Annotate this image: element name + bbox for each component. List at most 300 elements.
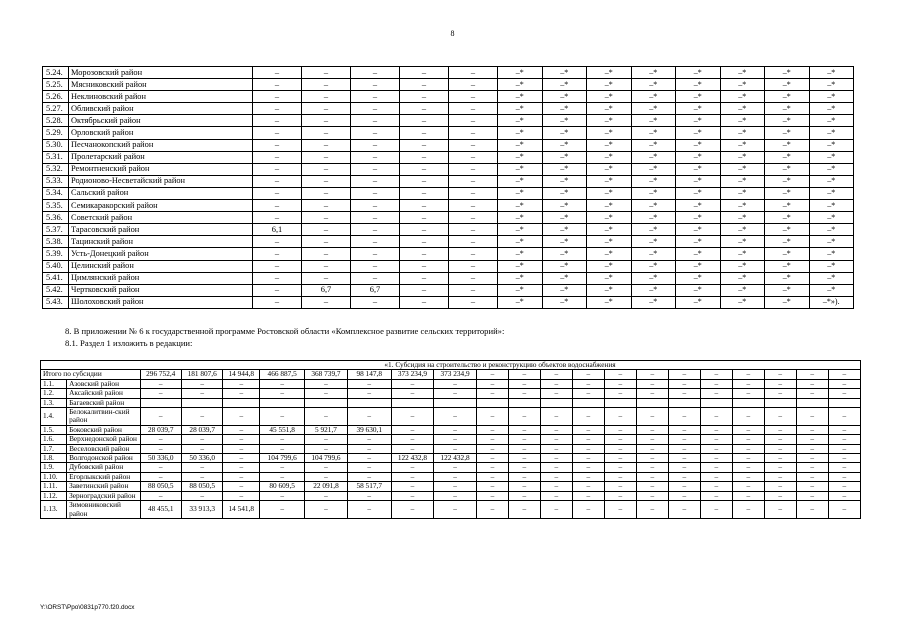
row-number: 1.3. — [41, 398, 67, 407]
value-cell: –* — [720, 200, 765, 212]
value-cell: – — [636, 501, 668, 519]
value-cell: –* — [676, 260, 721, 272]
value-cell: –* — [542, 187, 587, 199]
total-value: – — [764, 370, 796, 379]
value-cell: – — [347, 501, 391, 519]
value-cell: – — [476, 463, 508, 472]
value-cell: –* — [676, 200, 721, 212]
value-cell — [636, 398, 668, 407]
value-cell: – — [400, 67, 449, 79]
value-cell: – — [700, 454, 732, 463]
value-cell: –* — [631, 248, 676, 260]
value-cell: –* — [809, 260, 854, 272]
value-cell: –* — [542, 200, 587, 212]
value-cell: – — [572, 389, 604, 398]
total-value: 466 887,5 — [260, 370, 305, 379]
value-cell: – — [604, 463, 636, 472]
value-cell: –* — [498, 163, 543, 175]
value-cell: – — [302, 103, 351, 115]
value-cell: – — [181, 408, 222, 426]
value-cell: –* — [765, 163, 810, 175]
value-cell: – — [260, 379, 305, 388]
value-cell: – — [302, 91, 351, 103]
district-row — [43, 284, 854, 296]
value-cell: – — [140, 379, 181, 388]
value-cell: – — [449, 187, 498, 199]
value-cell: – — [253, 212, 302, 224]
value-cell: – — [604, 425, 636, 434]
value-cell: 88 050,5 — [140, 482, 181, 491]
district-name: Дубовский район — [67, 463, 140, 472]
value-cell: – — [764, 379, 796, 388]
value-cell: – — [351, 248, 400, 260]
value-cell: – — [140, 472, 181, 481]
value-cell: – — [796, 472, 828, 481]
value-cell: – — [223, 491, 260, 500]
value-cell: – — [305, 379, 348, 388]
row-number: 1.6. — [41, 435, 67, 444]
value-cell: – — [253, 91, 302, 103]
value-cell: – — [476, 501, 508, 519]
value-cell: – — [604, 491, 636, 500]
value-cell: –* — [676, 67, 721, 79]
value-cell: –* — [765, 151, 810, 163]
value-cell: – — [302, 187, 351, 199]
value-cell: – — [351, 175, 400, 187]
value-cell: – — [400, 272, 449, 284]
value-cell: – — [302, 151, 351, 163]
value-cell: –* — [542, 67, 587, 79]
value-cell: – — [796, 482, 828, 491]
district-row — [43, 187, 854, 199]
value-cell: – — [253, 79, 302, 91]
value-cell: – — [400, 260, 449, 272]
value-cell: – — [260, 444, 305, 453]
value-cell: –* — [676, 296, 721, 308]
value-cell: – — [351, 187, 400, 199]
district-name: Песчанокопский район — [69, 139, 253, 151]
value-cell: –* — [720, 224, 765, 236]
value-cell: – — [253, 151, 302, 163]
value-cell: –* — [498, 175, 543, 187]
value-cell: – — [796, 408, 828, 426]
value-cell: – — [449, 284, 498, 296]
value-cell: – — [636, 435, 668, 444]
value-cell: – — [400, 248, 449, 260]
value-cell: –* — [498, 200, 543, 212]
value-cell: – — [391, 482, 434, 491]
value-cell: –* — [720, 212, 765, 224]
district-name: Сальский район — [69, 187, 253, 199]
district-name: Ремонтненский район — [69, 163, 253, 175]
total-value: 296 752,4 — [140, 370, 181, 379]
value-cell: – — [351, 296, 400, 308]
value-cell: 104 799,6 — [305, 454, 348, 463]
value-cell: – — [604, 379, 636, 388]
value-cell: – — [764, 435, 796, 444]
value-cell: –* — [765, 139, 810, 151]
row-number: 5.38. — [43, 236, 69, 248]
value-cell: – — [604, 482, 636, 491]
value-cell: –* — [498, 272, 543, 284]
value-cell: – — [476, 379, 508, 388]
value-cell: – — [668, 389, 700, 398]
row-number: 5.25. — [43, 79, 69, 91]
value-cell: – — [302, 200, 351, 212]
value-cell: –* — [542, 248, 587, 260]
subsidy-row — [41, 444, 861, 453]
value-cell: –* — [720, 296, 765, 308]
value-cell: – — [347, 408, 391, 426]
district-name: Багаевский район — [67, 398, 140, 407]
value-cell — [305, 398, 348, 407]
total-value: 98 147,8 — [347, 370, 391, 379]
value-cell: – — [604, 501, 636, 519]
value-cell: – — [253, 115, 302, 127]
value-cell: – — [253, 284, 302, 296]
district-name: Зерноградский район — [67, 491, 140, 500]
value-cell: – — [347, 389, 391, 398]
row-number: 1.10. — [41, 472, 67, 481]
district-name: Усть-Донецкий район — [69, 248, 253, 260]
subsidy-table — [40, 360, 861, 519]
district-row — [43, 200, 854, 212]
row-number: 5.39. — [43, 248, 69, 260]
value-cell: – — [223, 463, 260, 472]
value-cell: –* — [765, 272, 810, 284]
value-cell: – — [828, 425, 860, 434]
value-cell: –* — [809, 272, 854, 284]
value-cell: –* — [676, 91, 721, 103]
value-cell: –* — [587, 296, 632, 308]
value-cell: 28 039,7 — [140, 425, 181, 434]
value-cell: – — [572, 379, 604, 388]
value-cell: – — [434, 482, 477, 491]
value-cell: –* — [631, 139, 676, 151]
value-cell: – — [223, 379, 260, 388]
value-cell: – — [449, 212, 498, 224]
district-row — [43, 272, 854, 284]
value-cell: – — [572, 408, 604, 426]
value-cell: – — [636, 425, 668, 434]
value-cell: – — [764, 454, 796, 463]
value-cell: –* — [587, 91, 632, 103]
value-cell: 6,7 — [351, 284, 400, 296]
blank-cell — [41, 361, 141, 370]
total-value: – — [636, 370, 668, 379]
row-number: 5.31. — [43, 151, 69, 163]
value-cell: –* — [631, 115, 676, 127]
value-cell: – — [732, 472, 764, 481]
row-number: 1.11. — [41, 482, 67, 491]
value-cell: –* — [498, 139, 543, 151]
value-cell: – — [434, 425, 477, 434]
value-cell: – — [732, 408, 764, 426]
value-cell: – — [400, 224, 449, 236]
subsidy-row — [41, 389, 861, 398]
total-label: Итого по субсидии — [41, 370, 141, 379]
value-cell: –* — [587, 260, 632, 272]
district-row — [43, 260, 854, 272]
value-cell: – — [540, 463, 572, 472]
value-cell: –* — [542, 284, 587, 296]
value-cell: – — [434, 389, 477, 398]
row-number: 5.33. — [43, 175, 69, 187]
value-cell: – — [391, 389, 434, 398]
value-cell: – — [140, 435, 181, 444]
paragraph-8: 8. В приложении № 6 к государственной программе Ростовской области «Комплексное развитие сельских территорий»: — [65, 326, 505, 336]
district-name: Азовский район — [67, 379, 140, 388]
value-cell — [796, 398, 828, 407]
value-cell: – — [253, 187, 302, 199]
row-number: 5.35. — [43, 200, 69, 212]
value-cell: – — [302, 236, 351, 248]
value-cell: –* — [765, 200, 810, 212]
value-cell: – — [223, 482, 260, 491]
row-number: 5.26. — [43, 91, 69, 103]
value-cell: – — [253, 127, 302, 139]
value-cell: – — [140, 389, 181, 398]
value-cell: – — [351, 127, 400, 139]
value-cell: – — [253, 272, 302, 284]
value-cell — [668, 398, 700, 407]
value-cell: – — [828, 379, 860, 388]
value-cell: – — [636, 389, 668, 398]
value-cell: – — [449, 151, 498, 163]
district-name: Родионово-Несветайский район — [69, 175, 253, 187]
value-cell: – — [181, 389, 222, 398]
value-cell: – — [181, 472, 222, 481]
value-cell: –* — [720, 127, 765, 139]
value-cell: – — [351, 224, 400, 236]
value-cell — [260, 398, 305, 407]
value-cell: – — [260, 408, 305, 426]
value-cell — [540, 398, 572, 407]
value-cell: – — [572, 463, 604, 472]
value-cell: –* — [809, 139, 854, 151]
value-cell: 5 921,7 — [305, 425, 348, 434]
district-name: Зимовниковский район — [67, 501, 140, 519]
value-cell — [140, 398, 181, 407]
value-cell: –* — [498, 103, 543, 115]
value-cell: –* — [542, 79, 587, 91]
value-cell: – — [636, 463, 668, 472]
row-number: 1.8. — [41, 454, 67, 463]
value-cell: – — [400, 187, 449, 199]
value-cell: – — [449, 200, 498, 212]
value-cell: – — [449, 296, 498, 308]
value-cell: –* — [809, 284, 854, 296]
value-cell: – — [700, 444, 732, 453]
value-cell: – — [508, 408, 540, 426]
value-cell: –* — [676, 175, 721, 187]
value-cell: – — [305, 444, 348, 453]
value-cell: – — [260, 389, 305, 398]
value-cell: – — [476, 472, 508, 481]
value-cell: –* — [765, 224, 810, 236]
value-cell: – — [181, 491, 222, 500]
value-cell: –* — [587, 187, 632, 199]
value-cell: – — [700, 472, 732, 481]
value-cell: – — [223, 472, 260, 481]
district-name: Неклиновский район — [69, 91, 253, 103]
value-cell: –* — [498, 224, 543, 236]
district-name: Пролетарский район — [69, 151, 253, 163]
value-cell: – — [391, 501, 434, 519]
value-cell: – — [700, 463, 732, 472]
value-cell: – — [796, 463, 828, 472]
value-cell: – — [449, 236, 498, 248]
total-value: 181 807,6 — [181, 370, 222, 379]
value-cell: –* — [587, 272, 632, 284]
value-cell: – — [796, 444, 828, 453]
value-cell: –* — [676, 115, 721, 127]
value-cell: – — [796, 425, 828, 434]
value-cell: – — [449, 139, 498, 151]
value-cell: – — [732, 444, 764, 453]
value-cell: – — [253, 67, 302, 79]
row-number: 5.30. — [43, 139, 69, 151]
value-cell: – — [668, 408, 700, 426]
value-cell: –* — [498, 187, 543, 199]
value-cell: – — [253, 260, 302, 272]
value-cell: – — [449, 103, 498, 115]
value-cell: – — [668, 435, 700, 444]
value-cell: – — [449, 115, 498, 127]
value-cell — [347, 398, 391, 407]
total-value: – — [732, 370, 764, 379]
value-cell: – — [508, 435, 540, 444]
value-cell: –* — [676, 272, 721, 284]
value-cell: –* — [631, 163, 676, 175]
value-cell: –* — [542, 103, 587, 115]
value-cell: 80 609,5 — [260, 482, 305, 491]
value-cell: –* — [720, 236, 765, 248]
value-cell: –* — [542, 139, 587, 151]
value-cell: –* — [631, 103, 676, 115]
value-cell: –* — [809, 224, 854, 236]
row-number: 1.12. — [41, 491, 67, 500]
value-cell: –* — [676, 151, 721, 163]
value-cell: – — [140, 491, 181, 500]
total-value: 368 739,7 — [305, 370, 348, 379]
total-value: – — [508, 370, 540, 379]
value-cell: –* — [587, 200, 632, 212]
value-cell: – — [572, 444, 604, 453]
value-cell: – — [400, 296, 449, 308]
value-cell: – — [302, 175, 351, 187]
value-cell — [572, 398, 604, 407]
value-cell: –* — [542, 127, 587, 139]
value-cell: – — [400, 200, 449, 212]
value-cell: –* — [676, 224, 721, 236]
value-cell: – — [508, 482, 540, 491]
value-cell: – — [764, 501, 796, 519]
value-cell: – — [449, 91, 498, 103]
value-cell: – — [260, 472, 305, 481]
value-cell: – — [305, 408, 348, 426]
value-cell: – — [140, 444, 181, 453]
value-cell: – — [700, 379, 732, 388]
district-name: Октябрьский район — [69, 115, 253, 127]
value-cell: –* — [631, 296, 676, 308]
value-cell: – — [223, 408, 260, 426]
district-row — [43, 67, 854, 79]
row-number: 5.36. — [43, 212, 69, 224]
value-cell: – — [347, 379, 391, 388]
value-cell: – — [223, 444, 260, 453]
value-cell — [476, 398, 508, 407]
value-cell: – — [302, 67, 351, 79]
value-cell: – — [764, 389, 796, 398]
value-cell: – — [540, 491, 572, 500]
value-cell: –* — [765, 175, 810, 187]
value-cell: –* — [720, 284, 765, 296]
value-cell: – — [668, 379, 700, 388]
district-name: Шолоховский район — [69, 296, 253, 308]
value-cell: 88 050,5 — [181, 482, 222, 491]
value-cell: –* — [720, 103, 765, 115]
value-cell: – — [540, 425, 572, 434]
value-cell: –* — [765, 103, 810, 115]
value-cell: – — [572, 435, 604, 444]
value-cell: –* — [631, 200, 676, 212]
district-name: Морозовский район — [69, 67, 253, 79]
value-cell: –* — [498, 284, 543, 296]
district-name: Тацинский район — [69, 236, 253, 248]
value-cell: – — [181, 444, 222, 453]
value-cell: – — [828, 472, 860, 481]
value-cell: –* — [631, 187, 676, 199]
total-value: 14 944,8 — [223, 370, 260, 379]
value-cell: –* — [676, 163, 721, 175]
value-cell: – — [732, 482, 764, 491]
value-cell: –* — [631, 284, 676, 296]
value-cell: – — [260, 491, 305, 500]
value-cell: – — [305, 389, 348, 398]
value-cell: – — [540, 444, 572, 453]
value-cell: – — [828, 444, 860, 453]
value-cell — [604, 398, 636, 407]
value-cell: – — [732, 501, 764, 519]
row-number: 5.40. — [43, 260, 69, 272]
value-cell: – — [351, 260, 400, 272]
value-cell: –* — [809, 79, 854, 91]
total-value: – — [540, 370, 572, 379]
value-cell: –* — [720, 163, 765, 175]
value-cell — [434, 398, 477, 407]
value-cell: –* — [720, 272, 765, 284]
value-cell: – — [540, 435, 572, 444]
value-cell: – — [764, 463, 796, 472]
value-cell: –* — [676, 248, 721, 260]
district-row — [43, 296, 854, 308]
value-cell: –* — [631, 212, 676, 224]
value-cell: –* — [809, 187, 854, 199]
value-cell: – — [302, 163, 351, 175]
district-row — [43, 212, 854, 224]
value-cell: – — [540, 454, 572, 463]
value-cell: – — [400, 91, 449, 103]
value-cell: 50 336,0 — [181, 454, 222, 463]
value-cell: – — [223, 425, 260, 434]
district-row — [43, 175, 854, 187]
value-cell: –* — [587, 212, 632, 224]
value-cell: –* — [542, 272, 587, 284]
value-cell: – — [476, 491, 508, 500]
value-cell: – — [508, 379, 540, 388]
value-cell: – — [253, 200, 302, 212]
